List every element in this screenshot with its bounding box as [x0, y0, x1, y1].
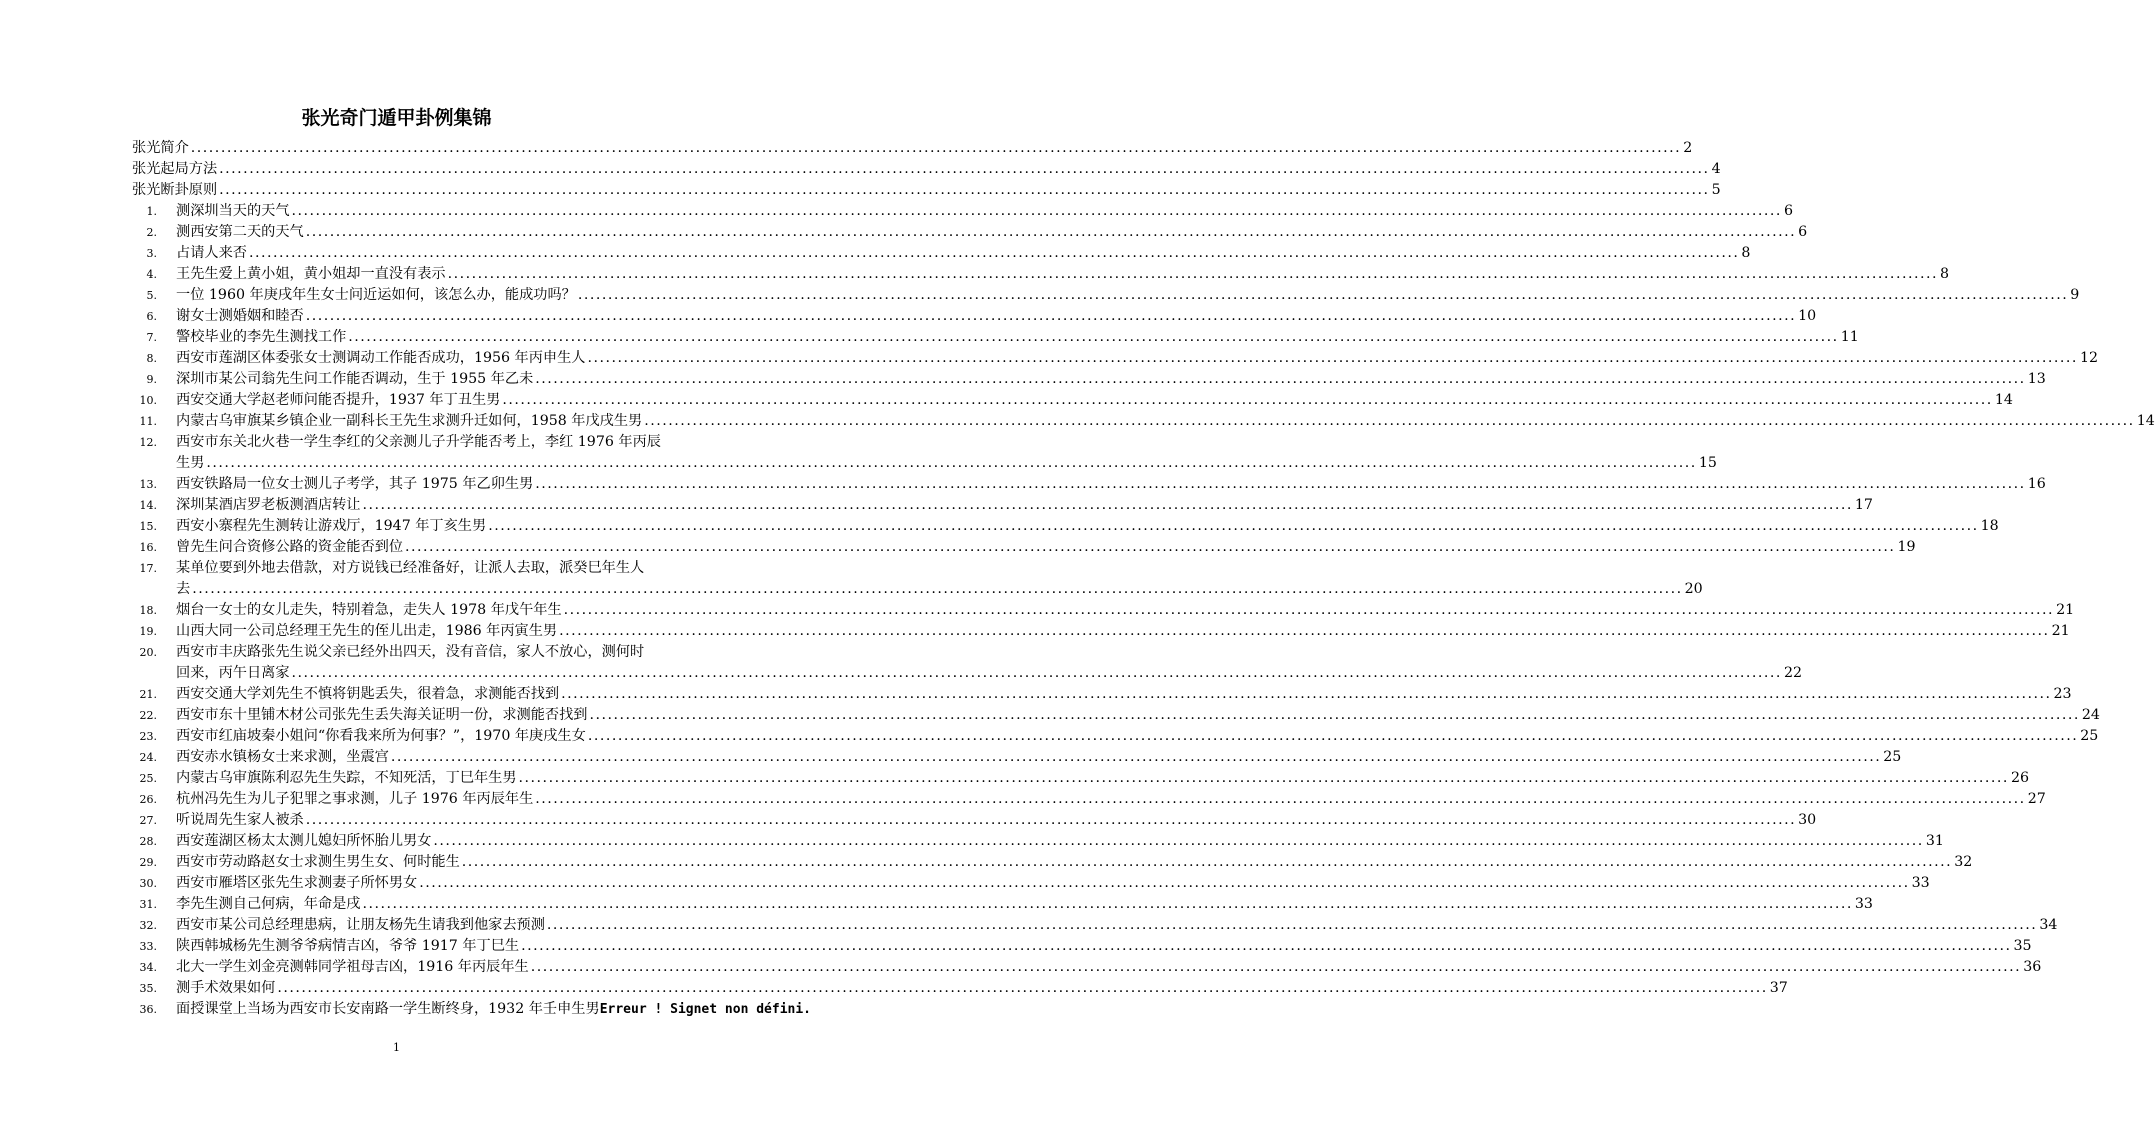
toc-entry[interactable]	[176, 264, 1950, 285]
entry-title: 西安小寨程先生测转让游戏厅，1947 年丁亥生男	[176, 518, 487, 534]
toc-entry[interactable]	[176, 726, 2099, 747]
toc-entry[interactable]	[176, 537, 1916, 558]
toc-entry[interactable]	[176, 306, 1817, 327]
dot-leader: ........................................................................................................................................................................................................................................................	[206, 455, 1697, 471]
entry-title: 西安交通大学赵老师问能否提升，1937 年丁丑生男	[176, 392, 501, 408]
entry-page-number: 33	[1911, 875, 1930, 891]
entry-number: 5.	[146, 289, 157, 302]
entry-page-number: 33	[1854, 896, 1873, 912]
dot-leader: ........................................................................................................................................................................................................................................................	[219, 182, 1710, 198]
toc-entry[interactable]	[176, 831, 1944, 852]
entry-page-number: 31	[1925, 833, 1944, 849]
entry-title: 听说周先生家人被杀	[176, 812, 304, 828]
dot-leader: ........................................................................................................................................................................................................................................................	[447, 266, 1939, 282]
entry-page-number: 14	[1994, 392, 2013, 408]
entry-title: 面授课堂上当场为西安市长安南路一学生断终身，1932 年壬申生男	[176, 1001, 600, 1017]
dot-leader: ........................................................................................................................................................................................................................................................	[461, 854, 1953, 870]
entry-page-number: 34	[2039, 917, 2058, 933]
toc-entry[interactable]	[132, 180, 1721, 201]
dot-leader: ........................................................................................................................................................................................................................................................	[433, 833, 1924, 849]
entry-title: 占请人来否	[176, 245, 247, 261]
dot-leader: ........................................................................................................................................................................................................................................................	[587, 728, 2079, 744]
bookmark-error: Erreur ! Signet non défini.	[599, 1002, 812, 1017]
dot-leader: ........................................................................................................................................................................................................................................................	[563, 602, 2055, 618]
dot-leader: ........................................................................................................................................................................................................................................................	[190, 140, 1682, 156]
entry-title: 张光起局方法	[132, 161, 218, 177]
entry-number: 11.	[139, 415, 157, 428]
entry-title: 警校毕业的李先生测找工作	[176, 329, 347, 345]
entry-page-number: 19	[1897, 539, 1916, 555]
toc-entry[interactable]	[176, 936, 2032, 957]
entry-title: 去	[176, 581, 191, 597]
entry-page-number: 5	[1711, 182, 1721, 198]
toc-entry[interactable]	[176, 810, 1817, 831]
entry-page-number: 35	[2013, 938, 2032, 954]
entry-title: 西安交通大学刘先生不慎将钥匙丢失，很着急，求测能否找到	[176, 686, 560, 702]
entry-page-number: 8	[1741, 245, 1751, 261]
dot-leader: ........................................................................................................................................................................................................................................................	[362, 497, 1853, 513]
entry-title: 烟台一女士的女儿走失，特别着急，走失人 1978 年戊午年生	[176, 602, 562, 618]
toc-entry[interactable]	[176, 957, 2042, 978]
entry-title: 西安莲湖区杨太太测儿媳妇所怀胎儿男女	[176, 833, 432, 849]
entry-title: 西安市东十里铺木材公司张先生丢失海关证明一份，求测能否找到	[176, 707, 588, 723]
entry-number: 12.	[139, 436, 157, 449]
entry-number: 25.	[139, 772, 157, 785]
entry-page-number: 21	[2056, 602, 2075, 618]
entry-title: 西安市劳动路赵女士求测生男生女、何时能生	[176, 854, 460, 870]
dot-leader: ........................................................................................................................................................................................................................................................	[518, 770, 2009, 786]
entry-title: 测深圳当天的天气	[176, 203, 290, 219]
dot-leader: ........................................................................................................................................................................................................................................................	[305, 224, 1797, 240]
entry-page-number: 22	[1783, 665, 1803, 681]
toc-entry[interactable]	[176, 579, 1703, 600]
entry-number: 16.	[139, 541, 157, 554]
entry-title: 北大一学生刘金亮测韩同学祖母吉凶，1916 年丙辰年生	[176, 959, 529, 975]
entry-number: 15.	[139, 520, 157, 533]
page-number: 1	[393, 1041, 400, 1054]
entry-number: 18.	[139, 604, 157, 617]
dot-leader: ........................................................................................................................................................................................................................................................	[348, 329, 1839, 345]
toc-entry[interactable]	[176, 285, 2080, 306]
entry-page-number: 8	[1940, 266, 1950, 282]
entry-page-number: 2	[1683, 140, 1693, 156]
entry-number: 2.	[146, 226, 157, 239]
entry-number: 13.	[139, 478, 157, 491]
toc-entry[interactable]	[176, 873, 1930, 894]
dot-leader: ........................................................................................................................................................................................................................................................	[502, 392, 1993, 408]
dot-leader: ........................................................................................................................................................................................................................................................	[488, 518, 1979, 534]
entry-title: 山西大同一公司总经理王先生的侄儿出走，1986 年丙寅生男	[176, 623, 558, 639]
entry-number: 21.	[139, 688, 157, 701]
dot-leader: ........................................................................................................................................................................................................................................................	[535, 791, 2026, 807]
toc-entry[interactable]	[176, 621, 2070, 642]
entry-title: 西安市某公司总经理患病，让朋友杨先生请我到他家去预测	[176, 917, 545, 933]
entry-page-number: 26	[2010, 770, 2030, 786]
dot-leader: ........................................................................................................................................................................................................................................................	[362, 896, 1853, 912]
toc-entry[interactable]	[176, 201, 1793, 222]
toc-entry[interactable]	[176, 411, 2155, 432]
toc-entry[interactable]	[176, 369, 2046, 390]
entry-page-number: 11	[1840, 329, 1859, 345]
dot-leader: ........................................................................................................................................................................................................................................................	[530, 959, 2022, 975]
entry-number: 4.	[146, 268, 157, 281]
entry-number: 28.	[139, 835, 157, 848]
entry-title: 陕西韩城杨先生测爷爷病情吉凶，爷爷 1917 年丁巳生	[176, 938, 520, 954]
entry-title-line: 西安市丰庆路张先生说父亲已经外出四天，没有音信，家人不放心，测何时	[176, 644, 645, 660]
dot-leader: ........................................................................................................................................................................................................................................................	[405, 539, 1896, 555]
entry-number: 19.	[139, 625, 157, 638]
entry-title: 西安市红庙坡秦小姐问“你看我来所为何事？”，1970 年庚戌生女	[176, 728, 586, 744]
entry-title: 曾先生问合资修公路的资金能否到位	[176, 539, 404, 555]
entry-title: 西安铁路局一位女士测儿子考学，其子 1975 年乙卯生男	[176, 476, 534, 492]
toc-entry[interactable]	[176, 789, 2046, 810]
dot-leader: ........................................................................................................................................................................................................................................................	[577, 287, 2069, 303]
document-title: 张光奇门遁甲卦例集锦	[301, 107, 492, 129]
entry-page-number: 21	[2051, 623, 2070, 639]
entry-title: 内蒙古乌审旗陈利忍先生失踪，不知死活，丁巳年生男	[176, 770, 517, 786]
entry-title: 深圳市某公司翁先生问工作能否调动，生于 1955 年乙未	[176, 371, 534, 387]
entry-page-number: 15	[1698, 455, 1717, 471]
dot-leader: ........................................................................................................................................................................................................................................................	[248, 245, 1740, 261]
toc-entry[interactable]	[176, 999, 812, 1020]
entry-number: 22.	[139, 709, 157, 722]
toc-entry[interactable]	[132, 138, 1693, 159]
entry-page-number: 20	[1684, 581, 1703, 597]
entry-title: 西安赤水镇杨女士来求测，坐震宫	[176, 749, 389, 765]
dot-leader: ........................................................................................................................................................................................................................................................	[587, 350, 2078, 366]
entry-number: 24.	[139, 751, 157, 764]
entry-page-number: 6	[1798, 224, 1808, 240]
entry-number: 27.	[139, 814, 157, 827]
entry-page-number: 36	[2023, 959, 2042, 975]
entry-page-number: 4	[1711, 161, 1721, 177]
toc-entry[interactable]	[176, 516, 1999, 537]
dot-leader: ........................................................................................................................................................................................................................................................	[535, 371, 2026, 387]
entry-title: 测手术效果如何	[176, 980, 276, 996]
entry-number: 34.	[139, 961, 157, 974]
entry-title: 回来，丙午日离家	[176, 665, 290, 681]
entry-page-number: 27	[2027, 791, 2046, 807]
entry-title: 一位 1960 年庚戌年生女士问近运如何，该怎么办，能成功吗？	[176, 287, 576, 303]
entry-number: 1.	[146, 205, 157, 218]
toc-entry[interactable]	[176, 348, 2098, 369]
entry-number: 35.	[139, 982, 157, 995]
entry-page-number: 30	[1798, 812, 1817, 828]
entry-page-number: 32	[1954, 854, 1973, 870]
entry-number: 14.	[139, 499, 157, 512]
entry-number: 20.	[139, 646, 157, 659]
toc-entry[interactable]	[132, 159, 1721, 180]
entry-title: 张光断卦原则	[132, 182, 218, 198]
dot-leader: ........................................................................................................................................................................................................................................................	[305, 812, 1797, 828]
entry-number: 31.	[139, 898, 157, 911]
entry-number: 6.	[146, 310, 157, 323]
entry-number: 3.	[146, 247, 157, 260]
dot-leader: ........................................................................................................................................................................................................................................................	[521, 938, 2012, 954]
entry-number: 23.	[139, 730, 157, 743]
entry-title: 西安市莲湖区体委张女士测调动工作能否成功，1956 年丙申生人	[176, 350, 586, 366]
entry-title-line: 西安市东关北火巷一学生李红的父亲测儿子升学能否考上，李红 1976 年丙辰	[176, 434, 661, 450]
entry-title: 深圳某酒店罗老板测酒店转让	[176, 497, 361, 513]
entry-page-number: 18	[1980, 518, 1999, 534]
toc-entry[interactable]	[176, 663, 1803, 684]
entry-number: 33.	[139, 940, 157, 953]
entry-title: 生男	[176, 455, 205, 471]
entry-number: 8.	[146, 352, 157, 365]
entry-number: 26.	[139, 793, 157, 806]
toc-entry[interactable]	[176, 978, 1788, 999]
toc-entry[interactable]	[176, 894, 1873, 915]
entry-title: 谢女士测婚姻和睦否	[176, 308, 304, 324]
entry-number: 10.	[139, 394, 157, 407]
toc-entry[interactable]	[176, 705, 2100, 726]
toc-entry[interactable]	[176, 243, 1751, 264]
toc-entry[interactable]	[176, 852, 1973, 873]
entry-number: 30.	[139, 877, 157, 890]
dot-leader: ........................................................................................................................................................................................................................................................	[546, 917, 2038, 933]
entry-title: 王先生爱上黄小姐，黄小姐却一直没有表示	[176, 266, 446, 282]
toc-entry[interactable]	[176, 390, 2013, 411]
entry-page-number: 24	[2081, 707, 2100, 723]
entry-number: 17.	[139, 562, 157, 575]
entry-page-number: 37	[1769, 980, 1788, 996]
entry-page-number: 25	[2080, 728, 2099, 744]
toc-entry[interactable]	[176, 915, 2058, 936]
toc-entry[interactable]	[176, 600, 2075, 621]
entry-number: 29.	[139, 856, 157, 869]
entry-title: 张光简介	[132, 140, 189, 156]
entry-title: 杭州冯先生为儿子犯罪之事求测，儿子 1976 年丙辰年生	[176, 791, 534, 807]
entry-page-number: 12	[2079, 350, 2098, 366]
dot-leader: ........................................................................................................................................................................................................................................................	[390, 749, 1882, 765]
toc-entry[interactable]	[176, 474, 2046, 495]
toc-entry[interactable]	[176, 768, 2030, 789]
toc-entry[interactable]	[176, 747, 1902, 768]
dot-leader: ........................................................................................................................................................................................................................................................	[561, 686, 2052, 702]
entry-page-number: 6	[1783, 203, 1793, 219]
dot-leader: ........................................................................................................................................................................................................................................................	[559, 623, 2050, 639]
entry-page-number: 25	[1883, 749, 1902, 765]
entry-page-number: 10	[1798, 308, 1817, 324]
dot-leader: ........................................................................................................................................................................................................................................................	[419, 875, 1910, 891]
entry-title: 西安市雁塔区张先生求测妻子所怀男女	[176, 875, 418, 891]
dot-leader: ........................................................................................................................................................................................................................................................	[535, 476, 2026, 492]
dot-leader: ........................................................................................................................................................................................................................................................	[219, 161, 1710, 177]
toc-entry[interactable]	[176, 495, 1873, 516]
entry-page-number: 14	[2136, 413, 2155, 429]
entry-title-line: 某单位要到外地去借款，对方说钱已经准备好，让派人去取，派癸巳年生人	[176, 560, 645, 576]
entry-number: 36.	[139, 1003, 157, 1016]
dot-leader: ........................................................................................................................................................................................................................................................	[291, 203, 1782, 219]
entry-page-number: 23	[2053, 686, 2072, 702]
entry-title: 李先生测自己何病，年命是戌	[176, 896, 361, 912]
entry-number: 9.	[146, 373, 157, 386]
toc-entry[interactable]	[176, 453, 1717, 474]
entry-page-number: 9	[2070, 287, 2080, 303]
dot-leader: ........................................................................................................................................................................................................................................................	[305, 308, 1797, 324]
toc-entry[interactable]	[176, 327, 1859, 348]
toc-entry[interactable]	[176, 222, 1808, 243]
dot-leader: ........................................................................................................................................................................................................................................................	[192, 581, 1683, 597]
toc-entry[interactable]	[176, 684, 2072, 705]
entry-page-number: 13	[2027, 371, 2046, 387]
entry-title: 测西安第二天的天气	[176, 224, 304, 240]
dot-leader: ........................................................................................................................................................................................................................................................	[277, 980, 1768, 996]
dot-leader: ........................................................................................................................................................................................................................................................	[589, 707, 2080, 723]
entry-title: 内蒙古乌审旗某乡镇企业一副科长王先生求测升迁如何，1958 年戊戌生男	[176, 413, 643, 429]
entry-page-number: 16	[2027, 476, 2046, 492]
entry-page-number: 17	[1854, 497, 1873, 513]
dot-leader: ........................................................................................................................................................................................................................................................	[644, 413, 2135, 429]
entry-number: 7.	[146, 331, 157, 344]
entry-number: 32.	[139, 919, 157, 932]
dot-leader: ........................................................................................................................................................................................................................................................	[291, 665, 1782, 681]
